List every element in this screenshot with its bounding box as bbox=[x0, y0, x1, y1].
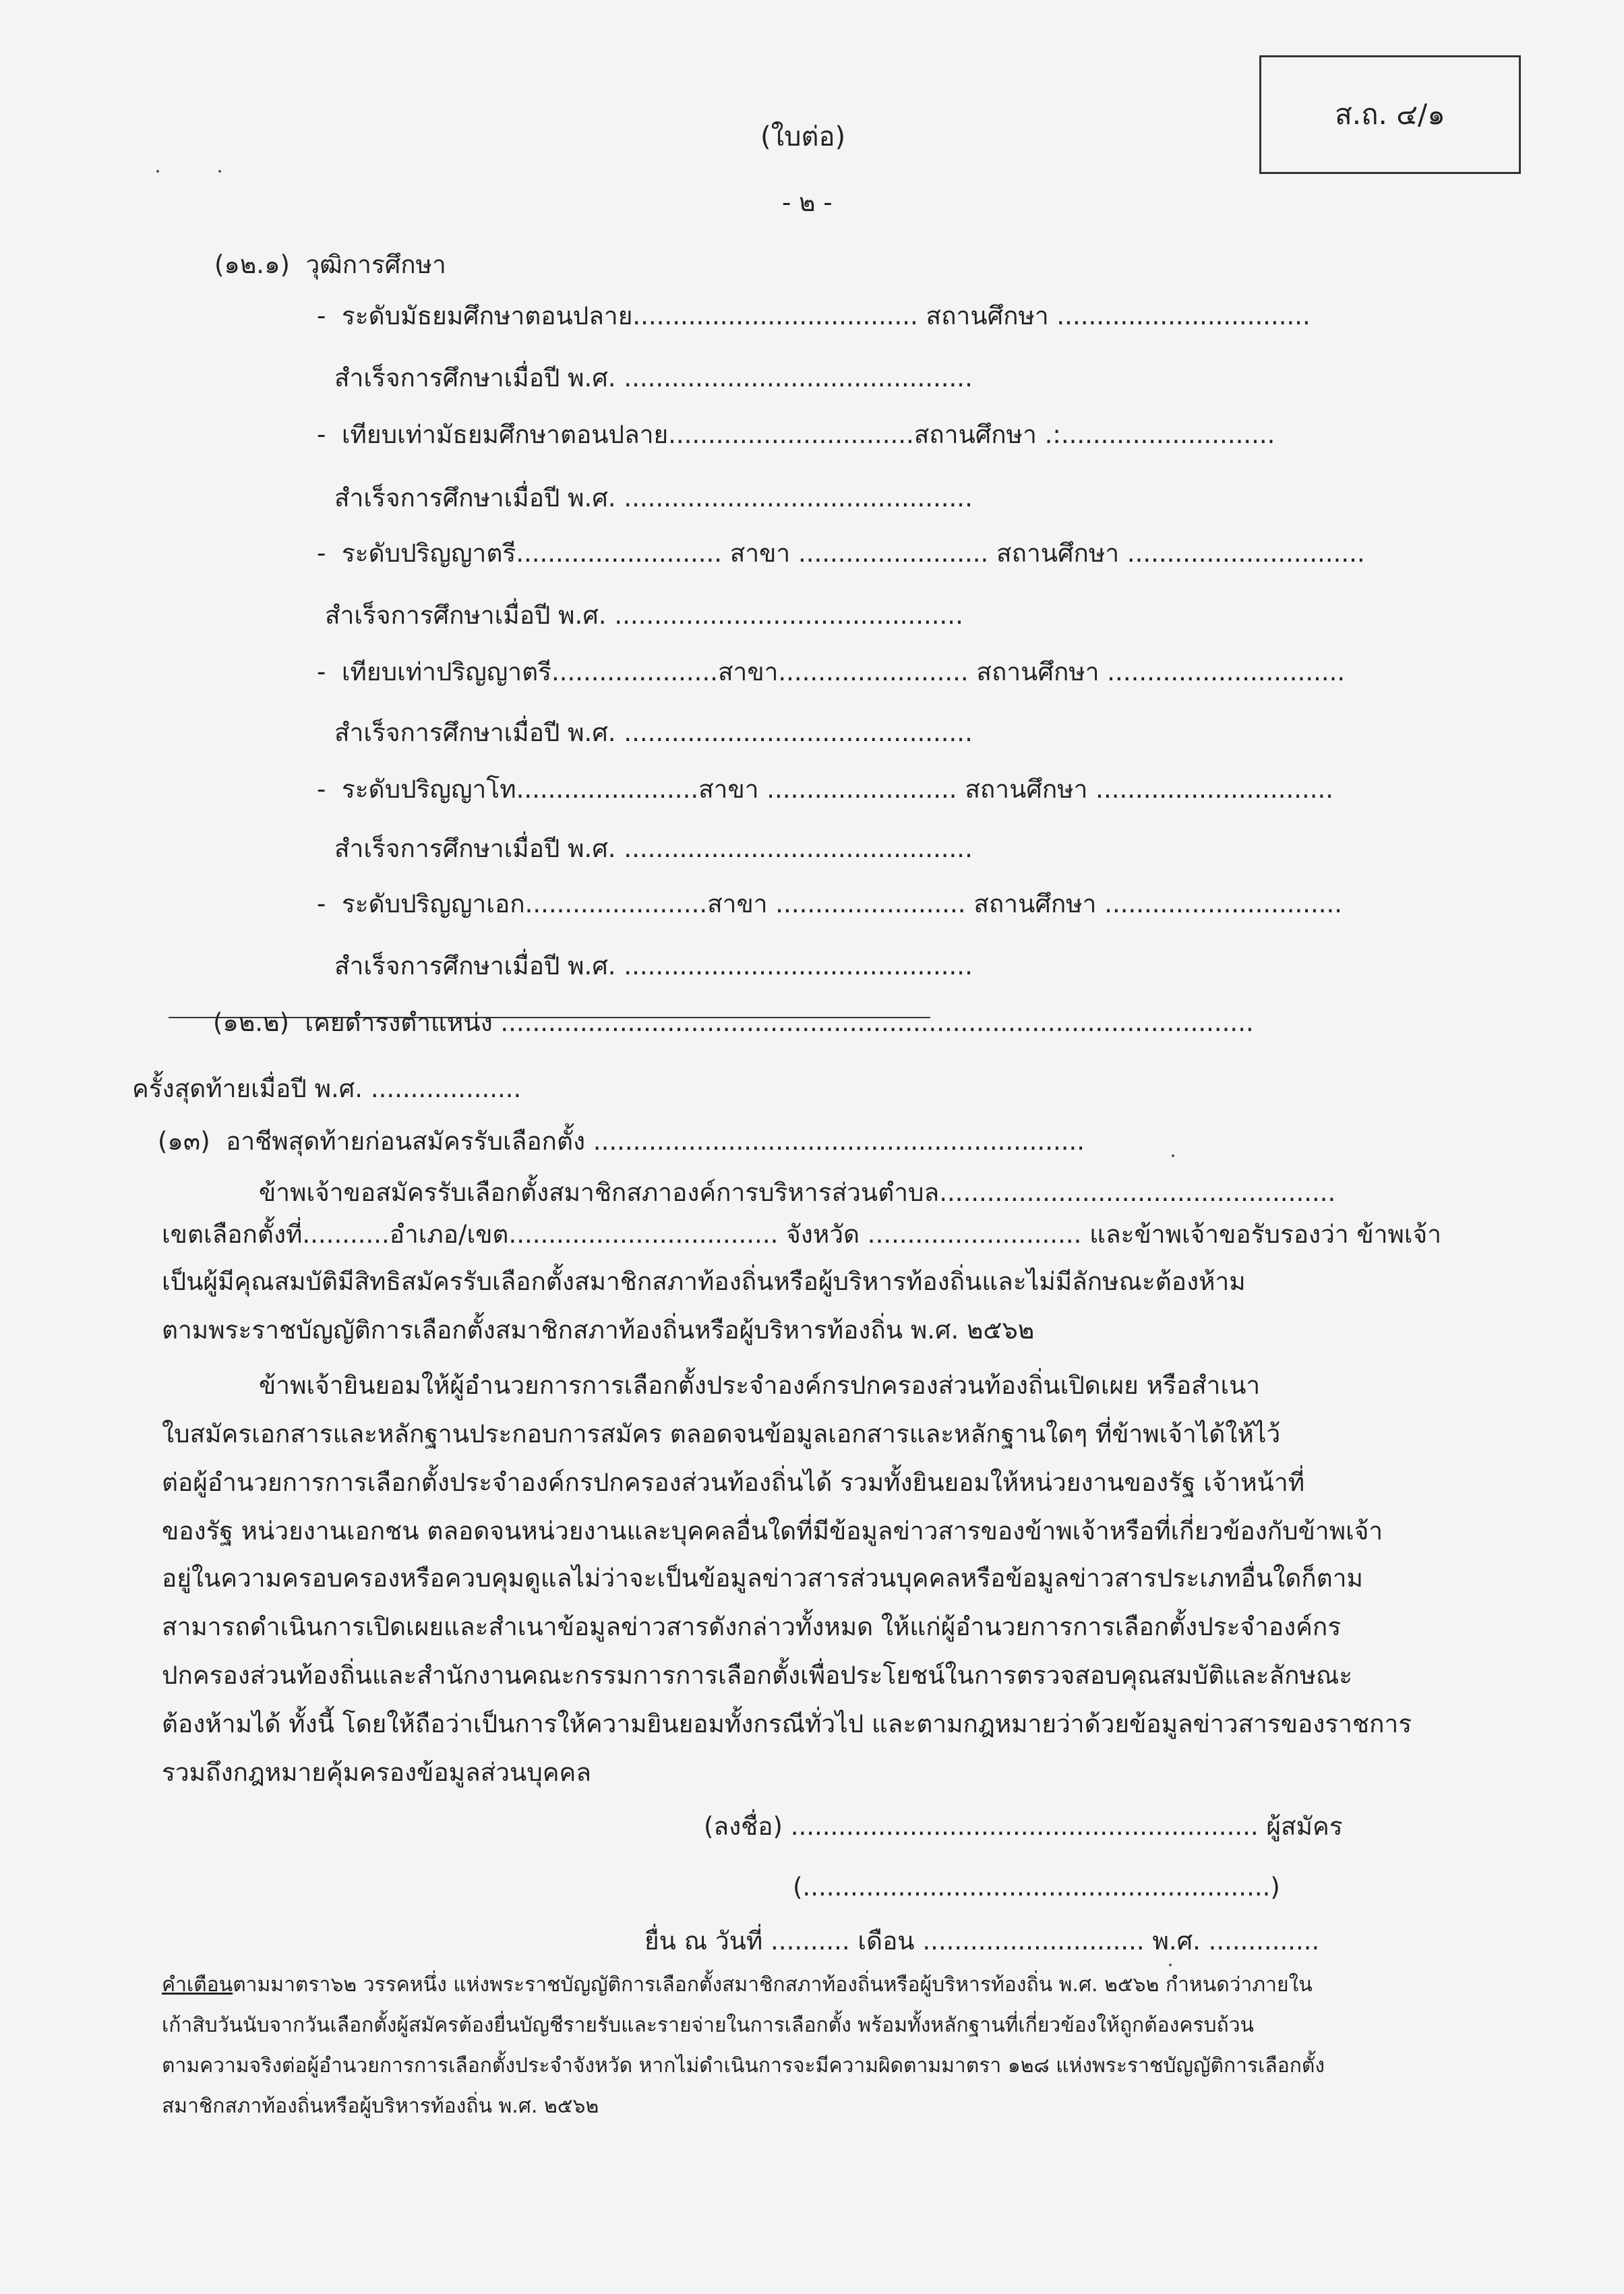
consent-line: ต้องห้ามได้ ทั้งนี้ โดยให้ถือว่าเป็นการให้ความยินยอมทั้งกรณีทั่วไป และตามกฎหมายว่าด้วยข้อมูลข่าวสารของราชการ bbox=[162, 1709, 1412, 1738]
section-12-1-heading: (๑๒.๑) วุฒิการศึกษา bbox=[214, 250, 446, 279]
edu-row: สำเร็จการศึกษาเมื่อปี พ.ศ. ............................................ bbox=[334, 718, 973, 747]
edu-row: สำเร็จการศึกษาเมื่อปี พ.ศ. ............................................ bbox=[325, 601, 963, 630]
edu-row: สำเร็จการศึกษาเมื่อปี พ.ศ. ............................................ bbox=[334, 834, 973, 863]
edu-row: - ระดับปริญญาโท.......................สาขา ........................ สถานศึกษา .............................. bbox=[317, 775, 1334, 804]
warning-text: ตามมาตรา๖๒ วรรคหนึ่ง แห่งพระราชบัญญัติการเลือกตั้งสมาชิกสภาท้องถิ่นหรือผู้บริหารท้องถิ่น พ.ศ. ๒๕๖๒ กำหนดว่าภายใน bbox=[233, 1973, 1313, 1997]
section-12-2-line: (๑๒.๒) เคยดำรงตำแหน่ง ............................................................................................... bbox=[213, 1008, 1254, 1037]
edu-row: สำเร็จการศึกษาเมื่อปี พ.ศ. ............................................ bbox=[334, 483, 973, 512]
warning-line: สมาชิกสภาท้องถิ่นหรือผู้บริหารท้องถิ่น พ.ศ. ๒๕๖๒ bbox=[162, 2094, 599, 2118]
consent-line: ของรัฐ หน่วยงานเอกชน ตลอดจนหน่วยงานและบุคคลอื่นใดที่มีข้อมูลข่าวสารของข้าพเจ้าหรือที่เกี่ยวข้องกับข้าพเจ้า bbox=[162, 1517, 1383, 1546]
consent-line: รวมถึงกฎหมายคุ้มครองข้อมูลส่วนบุคคล bbox=[162, 1758, 591, 1787]
continuation-label: (ใบต่อ) bbox=[760, 121, 846, 152]
edu-row: - ระดับมัธยมศึกษาตอนปลาย.................................... สถานศึกษา ................................ bbox=[317, 301, 1311, 330]
edu-row: สำเร็จการศึกษาเมื่อปี พ.ศ. ............................................ bbox=[334, 363, 973, 392]
scan-speck bbox=[218, 170, 221, 173]
scan-speck bbox=[1172, 1154, 1174, 1157]
application-line: ข้าพเจ้าขอสมัครรับเลือกตั้งสมาชิกสภาองค์การบริหารส่วนตำบล.................................................. bbox=[259, 1178, 1336, 1207]
application-line: เป็นผู้มีคุณสมบัติมีสิทธิสมัครรับเลือกตั้งสมาชิกสภาท้องถิ่นหรือผู้บริหารท้องถิ่นและไม่มีลักษณะต้องห้าม bbox=[162, 1267, 1246, 1296]
edu-row: - เทียบเท่ามัธยมศึกษาตอนปลาย...............................สถานศึกษา .:........................... bbox=[317, 420, 1275, 449]
consent-line: อยู่ในความครอบครองหรือควบคุมดูแลไม่ว่าจะเป็นข้อมูลข่าวสารส่วนบุคคลหรือข้อมูลข่าวสารประเภทอื่นใดก็ตาม bbox=[162, 1564, 1363, 1593]
section-12-2-year: ครั้งสุดท้ายเมื่อปี พ.ศ. ................... bbox=[132, 1074, 522, 1103]
submission-date-line: ยื่น ณ วันที่ .......... เดือน ............................ พ.ศ. .............. bbox=[644, 1927, 1320, 1955]
scan-speck bbox=[156, 170, 159, 173]
consent-line: ใบสมัครเอกสารและหลักฐานประกอบการสมัคร ตลอดจนข้อมูลเอกสารและหลักฐานใดๆ ที่ข้าพเจ้าได้ให้ไว้ bbox=[162, 1419, 1281, 1448]
edu-row: สำเร็จการศึกษาเมื่อปี พ.ศ. ............................................ bbox=[334, 951, 973, 980]
application-line: เขตเลือกตั้งที่...........อำเภอ/เขต.................................. จังหวัด ........................... และข้าพเจ้าขอรับรองว่า ข้าพเจ้า bbox=[162, 1220, 1441, 1249]
consent-line: ปกครองส่วนท้องถิ่นและสำนักงานคณะกรรมการการเลือกตั้งเพื่อประโยชน์ในการตรวจสอบคุณสมบัติและลักษณะ bbox=[162, 1661, 1353, 1690]
scan-speck bbox=[1169, 1964, 1172, 1966]
edu-row: - เทียบเท่าปริญญาตรี.....................สาขา........................ สถานศึกษา .............................. bbox=[317, 657, 1346, 686]
signature-line: (ลงชื่อ) ........................................................... ผู้สมัคร bbox=[704, 1812, 1343, 1841]
page-number: - ๒ - bbox=[782, 188, 833, 217]
form-code-box bbox=[1259, 55, 1521, 174]
warning-label: คำเตือน bbox=[162, 1973, 233, 1997]
warning-line: ตามความจริงต่อผู้อำนวยการการเลือกตั้งประจำจังหวัด หากไม่ดำเนินการจะมีความผิดตามมาตรา ๑๒๘ แห่งพระราชบัญญัติการเลือกตั้ง bbox=[162, 2054, 1325, 2078]
consent-line: สามารถดำเนินการเปิดเผยและสำเนาข้อมูลข่าวสารดังกล่าวทั้งหมด ให้แก่ผู้อำนวยการการเลือกตั้งประจำองค์กร bbox=[162, 1612, 1342, 1641]
consent-line: ข้าพเจ้ายินยอมให้ผู้อำนวยการการเลือกตั้งประจำองค์กรปกครองส่วนท้องถิ่นเปิดเผย หรือสำเนา bbox=[259, 1371, 1261, 1400]
warning-line: เก้าสิบวันนับจากวันเลือกตั้งผู้สมัครต้องยื่นบัญชีรายรับและรายจ่ายในการเลือกตั้ง พร้อมทั้งหลักฐานที่เกี่ยวข้องให้ถูกต้องครบถ้วน bbox=[162, 2013, 1255, 2037]
section-13-line: (๑๓) อาชีพสุดท้ายก่อนสมัครรับเลือกตั้ง .............................................................. bbox=[158, 1127, 1085, 1156]
consent-line: ต่อผู้อำนวยการการเลือกตั้งประจำองค์กรปกครองส่วนท้องถิ่นได้ รวมทั้งยินยอมให้หน่วยงานของรัฐ เจ้าหน้าที่ bbox=[162, 1468, 1305, 1497]
warning-line bbox=[162, 1972, 1313, 1999]
edu-row: - ระดับปริญญาตรี.......................... สาขา ........................ สถานศึกษา .............................. bbox=[317, 539, 1365, 568]
form-code: ส.ถ. ๔/๑ bbox=[1335, 98, 1445, 131]
edu-row: - ระดับปริญญาเอก.......................สาขา ........................ สถานศึกษา .............................. bbox=[317, 889, 1343, 918]
application-line: ตามพระราชบัญญัติการเลือกตั้งสมาชิกสภาท้องถิ่นหรือผู้บริหารท้องถิ่น พ.ศ. ๒๕๖๒ bbox=[162, 1316, 1035, 1345]
signature-name-line: (...........................................................) bbox=[793, 1873, 1280, 1902]
